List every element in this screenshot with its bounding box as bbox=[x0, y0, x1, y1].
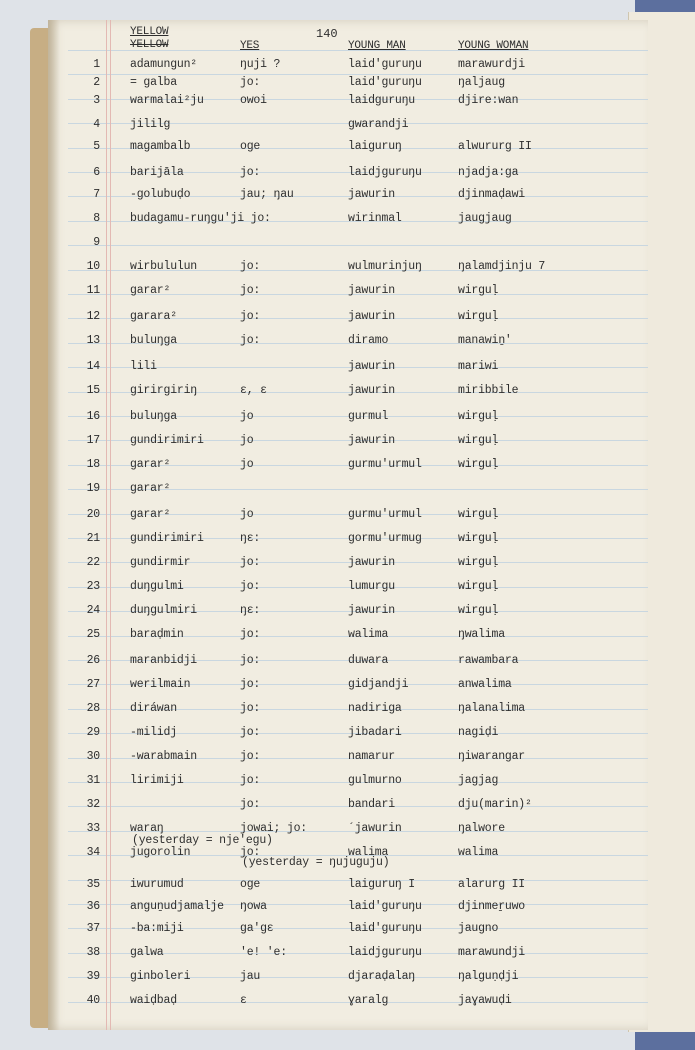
yellow-word: -milidj bbox=[130, 726, 177, 739]
young-man-word: ɣaralg bbox=[348, 994, 389, 1007]
yellow-word: diráwan bbox=[130, 702, 177, 715]
header-yellow-top: YELLOW bbox=[130, 26, 169, 38]
yes-word: jo bbox=[240, 458, 254, 471]
yes-word: ŋɛ: bbox=[240, 604, 261, 617]
young-man-word: gidjandji bbox=[348, 678, 409, 691]
page-number: 140 bbox=[316, 27, 338, 41]
young-man-word: laid'guruŋu bbox=[348, 58, 422, 71]
header-young-man: YOUNG MAN bbox=[348, 40, 406, 52]
young-man-word: jawurin bbox=[348, 188, 395, 201]
young-woman-word: djinmaḍawi bbox=[458, 188, 526, 201]
young-man-word: gurmul bbox=[348, 410, 389, 423]
yes-word: jo: bbox=[240, 750, 261, 763]
yes-word: ga'gɛ bbox=[240, 922, 274, 935]
row-number: 39 bbox=[86, 970, 100, 983]
row-number: 18 bbox=[86, 458, 100, 471]
yes-word: 'e! 'e: bbox=[240, 946, 287, 959]
note-yesterday-1: (yesterday = nje'egu) bbox=[132, 834, 273, 847]
row-number: 21 bbox=[86, 532, 100, 545]
row-number: 29 bbox=[86, 726, 100, 739]
row-number: 6 bbox=[93, 166, 100, 179]
row-number: 27 bbox=[86, 678, 100, 691]
yellow-word: budagamu-ruŋgu'ji jo: bbox=[130, 212, 271, 225]
young-man-word: wirinmal bbox=[348, 212, 402, 225]
yes-word: jo bbox=[240, 434, 254, 447]
young-woman-word: marawundji bbox=[458, 946, 526, 959]
young-man-word: duwara bbox=[348, 654, 389, 667]
young-woman-word: wirguḷ bbox=[458, 310, 499, 323]
row-number: 4 bbox=[93, 118, 100, 131]
yes-word: jo: bbox=[240, 628, 261, 641]
yes-word: jo: bbox=[240, 556, 261, 569]
yellow-word: wirbululun bbox=[130, 260, 198, 273]
young-woman-word: jagjag bbox=[458, 774, 499, 787]
young-woman-word: jaugjaug bbox=[458, 212, 512, 225]
row-number: 13 bbox=[86, 334, 100, 347]
yes-word: jo: bbox=[240, 166, 261, 179]
yes-word: jau; ŋau bbox=[240, 188, 294, 201]
yellow-word: buluŋga bbox=[130, 410, 177, 423]
young-woman-word: wirguḷ bbox=[458, 604, 499, 617]
young-woman-word: nagiḍi bbox=[458, 726, 499, 739]
young-man-word: laid'guruŋu bbox=[348, 76, 422, 89]
yellow-word: jililg bbox=[130, 118, 171, 131]
note-yesterday-2: (yesterday = ŋujuguju) bbox=[242, 856, 390, 869]
yellow-word: galwa bbox=[130, 946, 164, 959]
yes-word: jo: bbox=[240, 798, 261, 811]
young-woman-word: ŋwalima bbox=[458, 628, 505, 641]
yellow-word: -ba:miji bbox=[130, 922, 184, 935]
row-number: 7 bbox=[93, 188, 100, 201]
yes-word: jowai; jo: bbox=[240, 822, 308, 835]
yes-word: oge bbox=[240, 878, 261, 891]
row-number: 17 bbox=[86, 434, 100, 447]
yellow-word: -golubuḍo bbox=[130, 188, 191, 201]
young-man-word: gurmu'urmul bbox=[348, 508, 422, 521]
young-man-word: djaraḍalaŋ bbox=[348, 970, 416, 983]
yes-word: ɛ, ɛ bbox=[240, 384, 267, 397]
young-woman-word: jaugno bbox=[458, 922, 499, 935]
yellow-word: jugorolin bbox=[130, 846, 191, 859]
young-man-word: bandari bbox=[348, 798, 395, 811]
young-man-word: jawurin bbox=[348, 384, 395, 397]
yellow-word: gundirimiri bbox=[130, 434, 204, 447]
young-woman-word: ŋalguṇḍji bbox=[458, 970, 519, 983]
row-number: 37 bbox=[86, 922, 100, 935]
row-number: 20 bbox=[86, 508, 100, 521]
yellow-word: adamungun² bbox=[130, 58, 198, 71]
young-woman-word: miribbile bbox=[458, 384, 519, 397]
yes-word: oge bbox=[240, 140, 261, 153]
young-man-word: gurmu'urmul bbox=[348, 458, 422, 471]
young-woman-word: djinmeṟuwo bbox=[458, 900, 526, 913]
row-number: 38 bbox=[86, 946, 100, 959]
young-woman-word: wirguḷ bbox=[458, 434, 499, 447]
yellow-word: gundirimiri bbox=[130, 532, 204, 545]
row-number: 31 bbox=[86, 774, 100, 787]
row-number: 23 bbox=[86, 580, 100, 593]
row-number: 9 bbox=[93, 236, 100, 249]
young-man-word: laid'guruŋu bbox=[348, 922, 422, 935]
young-man-word: laiguruŋ bbox=[348, 140, 402, 153]
young-man-word: ´jawurin bbox=[348, 822, 402, 835]
yellow-word: girirgiriŋ bbox=[130, 384, 198, 397]
row-number: 5 bbox=[93, 140, 100, 153]
young-woman-word: wirguḷ bbox=[458, 508, 499, 521]
young-woman-word: rawambara bbox=[458, 654, 519, 667]
yellow-word: lili bbox=[130, 360, 157, 373]
yellow-word: duŋgulmi bbox=[130, 580, 184, 593]
young-man-word: gwarandji bbox=[348, 118, 409, 131]
yellow-word: garara² bbox=[130, 310, 177, 323]
young-woman-word: jaɣawuḍi bbox=[458, 994, 512, 1007]
yellow-word: = galba bbox=[130, 76, 177, 89]
young-woman-word: njadja:ga bbox=[458, 166, 519, 179]
yes-word: jo: bbox=[240, 846, 261, 859]
yes-word: jo bbox=[240, 508, 254, 521]
ruled-line bbox=[68, 245, 648, 246]
row-number: 2 bbox=[93, 76, 100, 89]
yellow-word: warmalai²ju bbox=[130, 94, 204, 107]
row-number: 34 bbox=[86, 846, 100, 859]
row-number: 28 bbox=[86, 702, 100, 715]
yellow-word: garar² bbox=[130, 508, 171, 521]
row-number: 35 bbox=[86, 878, 100, 891]
young-woman-word: wirguḷ bbox=[458, 580, 499, 593]
header-yes: YES bbox=[240, 40, 260, 52]
young-man-word: laidjguruŋu bbox=[348, 946, 422, 959]
yes-word: jo: bbox=[240, 726, 261, 739]
yes-word: jau bbox=[240, 970, 261, 983]
young-man-word: jawurin bbox=[348, 310, 395, 323]
yellow-word: gundirmir bbox=[130, 556, 191, 569]
yellow-word: iwurumud bbox=[130, 878, 184, 891]
yellow-word: magambalb bbox=[130, 140, 191, 153]
row-number: 14 bbox=[86, 360, 100, 373]
young-woman-word: marawurdji bbox=[458, 58, 526, 71]
young-woman-word: djire:wan bbox=[458, 94, 519, 107]
yellow-word: waraŋ bbox=[130, 822, 164, 835]
young-man-word: jibadari bbox=[348, 726, 402, 739]
young-man-word: namarur bbox=[348, 750, 395, 763]
yellow-word: ginboleri bbox=[130, 970, 191, 983]
row-number: 8 bbox=[93, 212, 100, 225]
young-woman-word: ŋiwarangar bbox=[458, 750, 526, 763]
young-woman-word: mariwi bbox=[458, 360, 499, 373]
header-yellow: YELLOW bbox=[130, 39, 169, 51]
row-number: 25 bbox=[86, 628, 100, 641]
row-number: 26 bbox=[86, 654, 100, 667]
row-number: 32 bbox=[86, 798, 100, 811]
young-woman-word: anwalima bbox=[458, 678, 512, 691]
row-number: 16 bbox=[86, 410, 100, 423]
yellow-word: -warabmain bbox=[130, 750, 198, 763]
young-man-word: jawurin bbox=[348, 360, 395, 373]
young-man-word: jawurin bbox=[348, 556, 395, 569]
young-man-word: wulmurinjuŋ bbox=[348, 260, 422, 273]
young-man-word: diramo bbox=[348, 334, 389, 347]
ledger-page bbox=[48, 20, 648, 1030]
young-woman-word: ŋalanalima bbox=[458, 702, 526, 715]
young-woman-word: walima bbox=[458, 846, 499, 859]
young-woman-word: wirguḷ bbox=[458, 556, 499, 569]
yellow-word: garar² bbox=[130, 284, 171, 297]
young-man-word: laid'guruŋu bbox=[348, 900, 422, 913]
young-woman-word: wirguḷ bbox=[458, 458, 499, 471]
young-man-word: laiguruŋ I bbox=[348, 878, 416, 891]
yes-word: jo: bbox=[240, 334, 261, 347]
row-number: 11 bbox=[86, 284, 100, 297]
yellow-word: werilmain bbox=[130, 678, 191, 691]
yellow-word: buluŋga bbox=[130, 334, 177, 347]
yellow-word: maranbidji bbox=[130, 654, 198, 667]
row-number: 30 bbox=[86, 750, 100, 763]
young-man-word: gormu'urmug bbox=[348, 532, 422, 545]
young-man-word: laidjguruŋu bbox=[348, 166, 422, 179]
yes-word: jo: bbox=[240, 76, 261, 89]
row-number: 10 bbox=[86, 260, 100, 273]
row-number: 3 bbox=[93, 94, 100, 107]
header-young-woman: YOUNG WOMAN bbox=[458, 40, 529, 52]
row-number: 15 bbox=[86, 384, 100, 397]
row-number: 36 bbox=[86, 900, 100, 913]
yellow-word: waiḍbaḍ bbox=[130, 994, 177, 1007]
yellow-word: barijāla bbox=[130, 166, 184, 179]
row-number: 12 bbox=[86, 310, 100, 323]
row-number: 40 bbox=[86, 994, 100, 1007]
yes-word: jo: bbox=[240, 580, 261, 593]
row-number: 19 bbox=[86, 482, 100, 495]
margin-line bbox=[106, 20, 107, 1030]
yes-word: ŋuji ? bbox=[240, 58, 281, 71]
young-man-word: laidguruŋu bbox=[348, 94, 416, 107]
row-number: 22 bbox=[86, 556, 100, 569]
young-woman-word: dju(marin)² bbox=[458, 798, 532, 811]
young-man-word: walima bbox=[348, 628, 389, 641]
yes-word: jo: bbox=[240, 678, 261, 691]
margin-line-2 bbox=[110, 20, 111, 1030]
yes-word: jo: bbox=[240, 260, 261, 273]
yellow-word: garar² bbox=[130, 482, 171, 495]
young-woman-word: ŋalwore bbox=[458, 822, 505, 835]
yellow-word: lirimiji bbox=[130, 774, 184, 787]
yes-word: jo: bbox=[240, 310, 261, 323]
young-woman-word: wirguḷ bbox=[458, 284, 499, 297]
young-woman-word: manawiṉ' bbox=[458, 334, 512, 347]
yes-word: owoi bbox=[240, 94, 267, 107]
young-man-word: jawurin bbox=[348, 604, 395, 617]
young-man-word: gulmurno bbox=[348, 774, 402, 787]
young-woman-word: ŋaljaug bbox=[458, 76, 505, 89]
yes-word: ɛ bbox=[240, 994, 247, 1007]
young-woman-word: wirguḷ bbox=[458, 532, 499, 545]
young-man-word: lumurgu bbox=[348, 580, 395, 593]
yes-word: jo bbox=[240, 410, 254, 423]
young-man-word: walima bbox=[348, 846, 389, 859]
yes-word: ŋowa bbox=[240, 900, 267, 913]
young-woman-word: alwururg II bbox=[458, 140, 532, 153]
yes-word: jo: bbox=[240, 702, 261, 715]
young-man-word: jawurin bbox=[348, 284, 395, 297]
yes-word: jo: bbox=[240, 774, 261, 787]
row-number: 33 bbox=[86, 822, 100, 835]
young-woman-word: alarurg II bbox=[458, 878, 526, 891]
yellow-word: garar² bbox=[130, 458, 171, 471]
row-number: 24 bbox=[86, 604, 100, 617]
yellow-word: baraḍmin bbox=[130, 628, 184, 641]
yellow-word: duŋgulmiri bbox=[130, 604, 198, 617]
yes-word: jo: bbox=[240, 284, 261, 297]
yes-word: ŋɛ: bbox=[240, 532, 261, 545]
yes-word: jo: bbox=[240, 654, 261, 667]
young-woman-word: wirguḷ bbox=[458, 410, 499, 423]
yellow-word: anguṉudjamalje bbox=[130, 900, 224, 913]
row-number: 1 bbox=[93, 58, 100, 71]
young-man-word: nadiriga bbox=[348, 702, 402, 715]
young-man-word: jawurin bbox=[348, 434, 395, 447]
young-woman-word: ŋalamdjinju 7 bbox=[458, 260, 546, 273]
